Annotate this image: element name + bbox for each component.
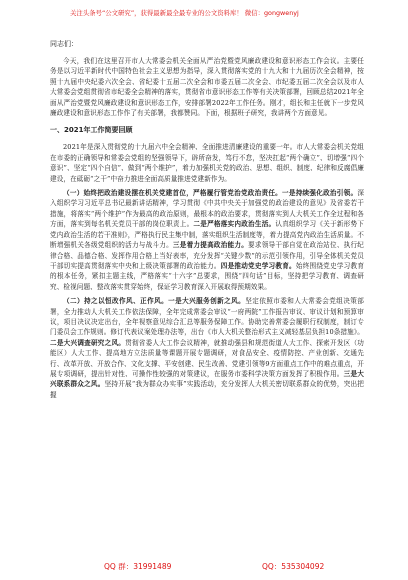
greeting: 同志们： [50, 40, 78, 48]
qq-number: QQ：535304092 [262, 562, 325, 571]
point-two-text: 认真组织学习《关于新形势下党内政治生活的若干准则》，严格执行民主集中制，落实组织生活制度等，着力提高党内政治生活质量。不断增强机关各级党组织的活力与战斗力。 [50, 220, 364, 250]
intro-paragraph: 今天，我们在这里召开市人大常委会机关全面从严治党暨党风廉政建设和意识形态工作会议。主要任务是以习近平新时代中国特色社会主义思想为指导，深入贯彻落实党的十九大和十九届历次全会精神，按照十九届中央纪委六次全会、省纪委十五届二次全会和市委五届二次全会、市纪委五届二次全会以及市人大常委会党组贯彻省市纪委全会精神的落实，贯彻省市意识形态工作等有关决策部署，回顾总结2021年全面从严治党暨党风廉政建设和意识形态工作，安排部署2022年工作任务。刚才，组长和主任就下一步党风廉政建设和意识形态工作作了有关部署，我都赞同。下面，根据班子研究，我讲两个方面意见。 [50, 57, 364, 118]
qq-group-number: QQ 群：31991489 [104, 562, 172, 571]
paragraph-political-building [50, 188, 364, 292]
footer-contact [0, 560, 408, 574]
point-four-text: 始终围绕党史学习教育的根本任务，紧扣主题主线，严格落实“十六字”总要求，围绕“四句话”目标，坚持把学习教育、调查研究、检视问题、整改落实贯穿始终，保证学习教育深入开展取得预期效果。 [50, 261, 365, 291]
style-one-heading: 一是大兴服务创新之风。 [168, 297, 246, 306]
style-two-text: 贯彻省委人大工作会议精神，就推动强县和规范街道人大工作、探索开发区（功能区）人大工作、提高地方立法质量等课题开展专题调研，对食品安全、疫情防控、产业创新、交通先行、改革开放、开放合作、文化支撑、平安创建、民生改善、党建引领等9方面重点工作中的难点重点，开展专项调研，提出针对性、可操作性较强的对策建议，在服务市委科学决策方面发挥了积极作用。 [50, 338, 364, 378]
paragraph-work-style [50, 296, 364, 400]
paragraph-review: 2021年是深入贯彻党的十九届六中全会精神、全面推进清廉建设的重要一年。市人大常委会机关党组在市委的正确领导和常委会党组的坚强领导下，辟所奋发，笃行不怠，坚决扛起“两个确立”、切增强“四个意识”、坚定“四个自信”、做到“两个维护”，着力加强机关党的政治、思想、组织、制度、纪律和反腐倡廉建设，在砥砺“之干”中奋力推进全面高质量推进党建新作为。 [50, 143, 364, 183]
point-one-heading: 一是持续强化政治引领。 [282, 189, 358, 198]
point-one-text: 深入组织学习习近平总书记最新讲话精神，学习贯彻《中共中央关于加强党的政治建设的意见》及省委若干措施，将落实“两个维护”作为最高的政治原则，最根本的政治要求，贯彻落实到人大机关工作全过程和各方面，落实到每名机关党员干部的岗位职责上。 [50, 189, 365, 229]
subheading-political: （一）始终把政治建设摆在机关党建首位，严格履行管党治党政治责任。 [63, 189, 283, 198]
point-three-text: 要求领导干部自觉在政治站位、执行纪律合格、品德合格、发挥作用合格上当好表率，充分发挥“关键少数”的示范引领作用，引导全体机关党员干部切实提高贯彻落实中央和上级决策部署的政治能力。 [50, 241, 364, 270]
subheading-work-style: （二）持之以恒改作风、正作风。 [63, 297, 169, 306]
style-three-text: 坚持开展“我为群众办实事”实践活动，充分发挥人大机关密切联系群众的优势，突出把握 [50, 380, 365, 399]
point-three-heading: 三是着力提高政治能力。 [172, 241, 249, 250]
style-one-text: 坚定依照市委和人大常委会党组决策部署，全力推动人大机关工作依法保障，全年完成常委会审议“一府两院”工作报告审议、审议计划和预算审议，项目决议决定出台，全年视察意见综合汇总等服务保障工作。协助完善常委会履职行权制度，制订专门委员会工作规则。修订代表议案处理办法等，出台《市人大机关整治形式主义减轻基层负担10条措施》。 [50, 297, 364, 337]
point-two-heading: 二是严格落实内政治生活。 [193, 220, 276, 229]
style-two-heading: 二是大兴调查研究之风。 [50, 338, 126, 347]
document-body [50, 38, 364, 400]
header-banner: 关注头条号“公文研究”，获得最新最全最专业的公文资料库！ 微信：gongwenyj [70, 9, 299, 17]
style-three-heading: 三是大兴联系群众之风。 [50, 369, 364, 389]
point-four-heading: 四是推动党史学习教育。 [220, 261, 296, 270]
section-title: 一、2021年工作简要回顾 [50, 126, 133, 135]
